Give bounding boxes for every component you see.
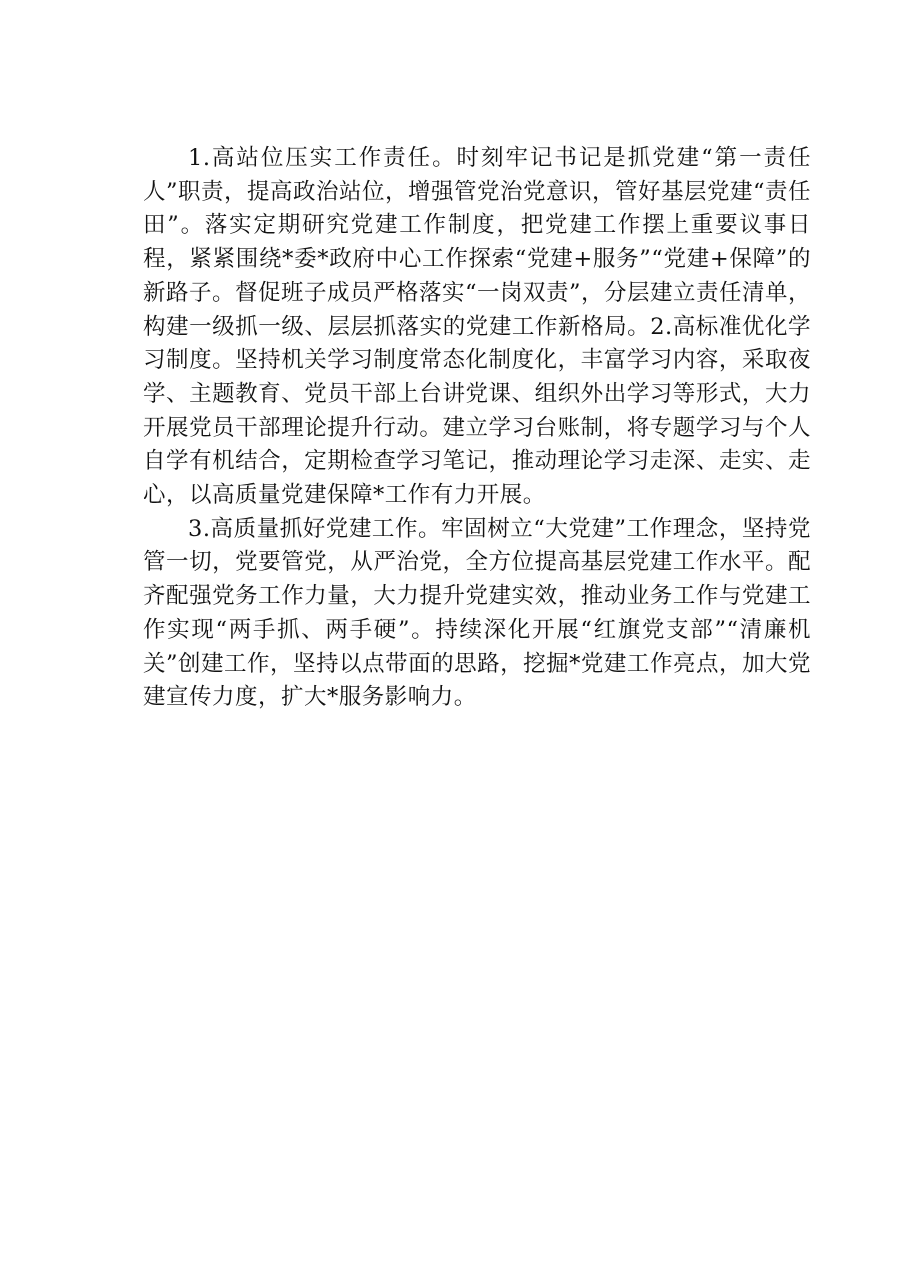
paragraph-party-building-work: 3.高质量抓好党建工作。牢固树立“大党建”工作理念，坚持党管一切，党要管党，从严治党，全方位提高基层党建工作水平。配齐配强党务工作力量，大力提升党建实效，推动业务工作与党建工作实现“两手抓、两手硬”。持续深化开展“红旗党支部”“清廉机关”创建工作，坚持以点带面的思路，挖掘*党建工作亮点，加大党建宣传力度，扩大*服务影响力。 (143, 515, 811, 711)
paragraph-responsibility-and-study: 1.高站位压实工作责任。时刻牢记书记是抓党建“第一责任人”职责，提高政治站位，增强管党治党意识，管好基层党建“责任田”。落实定期研究党建工作制度，把党建工作摆上重要议事日程，紧紧围绕*委*政府中心工作探索“党建+服务”“党建+保障”的新路子。督促班子成员严格落实“一岗双责”，分层建立责任清单，构建一级抓一级、层层抓落实的党建工作新格局。2.高标准优化学习制度。坚持机关学习制度常态化制度化，丰富学习内容，采取夜学、主题教育、党员干部上台讲党课、组织外出学习等形式，大力开展党员干部理论提升行动。建立学习台账制，将专题学习与个人自学有机结合，定期检查学习笔记，推动理论学习走深、走实、走心，以高质量党建保障*工作有力开展。 (143, 145, 812, 509)
document-body (143, 142, 811, 715)
